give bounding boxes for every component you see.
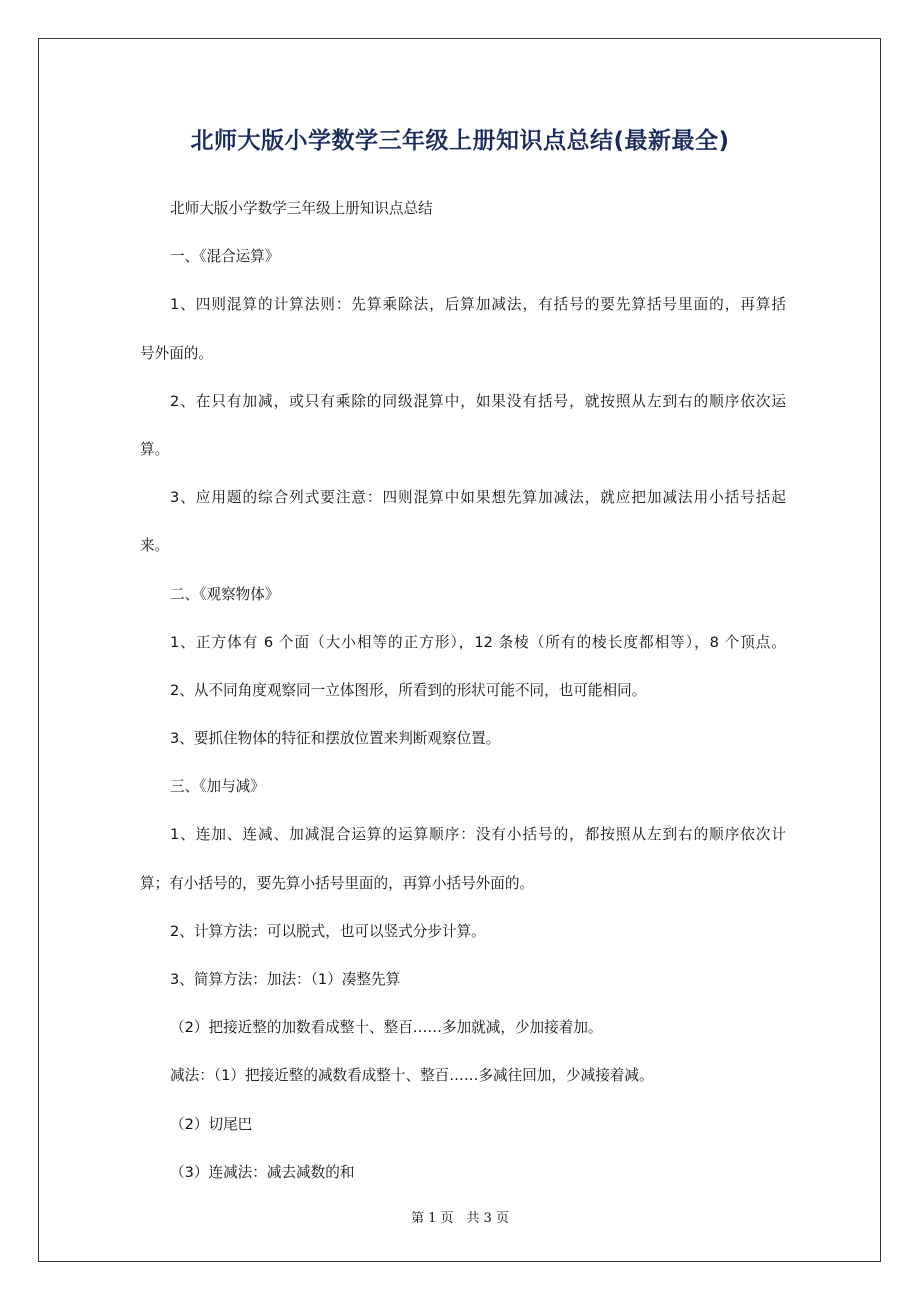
paragraph-line: 一、《混合运算》 xyxy=(170,248,280,266)
paragraph-line: 减法：（1）把接近整的减数看成整十、整百……多减往回加，少减接着减。 xyxy=(170,1067,654,1085)
paragraph-line: 来。 xyxy=(140,537,170,555)
paragraph-line: 二、《观察物体》 xyxy=(170,585,280,603)
paragraph-line: 3、应用题的综合列式要注意：四则混算中如果想先算加减法，就应把加减法用小括号括起 xyxy=(170,489,786,507)
paragraph-line: 3、简算方法：加法：（1）凑整先算 xyxy=(170,971,401,988)
paragraph-line: （2）切尾巴 xyxy=(170,1115,253,1133)
paragraph-line: 1、连加、连减、加减混合运算的运算顺序：没有小括号的，都按照从左到右的顺序依次计 xyxy=(170,826,786,844)
paragraph-line: 2、从不同角度观察同一立体图形，所看到的形状可能不同，也可能相同。 xyxy=(170,681,647,699)
paragraph-line: 算；有小括号的，要先算小括号里面的，再算小括号外面的。 xyxy=(140,874,535,892)
paragraph-line: （3）连减法：减去减数的和 xyxy=(170,1163,355,1181)
paragraph-line: 1、四则混算的计算法则：先算乘除法，后算加减法，有括号的要先算括号里面的，再算括 xyxy=(170,296,786,314)
paragraph-line: 3、要抓住物体的特征和摆放位置来判断观察位置。 xyxy=(170,730,501,748)
document-title: 北师大版小学数学三年级上册知识点总结(最新最全) xyxy=(190,128,730,154)
document-body xyxy=(140,196,786,1208)
paragraph-line: 算。 xyxy=(140,440,170,458)
paragraph-line: 2、计算方法：可以脱式，也可以竖式分步计算。 xyxy=(170,922,486,940)
paragraph-line: 号外面的。 xyxy=(140,344,213,362)
paragraph-line: 1、正方体有 6 个面（大小相等的正方形），12 条棱（所有的棱长度都相等），8 个顶点。 xyxy=(170,633,786,651)
page-footer: 第 1 页 共 3 页 xyxy=(410,1211,510,1226)
paragraph-line: （2）把接近整的加数看成整十、整百……多加就减，少加接着加。 xyxy=(170,1019,603,1037)
paragraph-line: 北师大版小学数学三年级上册知识点总结 xyxy=(170,200,433,217)
paragraph-line: 2、在只有加减，或只有乘除的同级混算中，如果没有括号，就按照从左到右的顺序依次运 xyxy=(170,392,786,410)
paragraph-line: 三、《加与减》 xyxy=(170,778,265,796)
